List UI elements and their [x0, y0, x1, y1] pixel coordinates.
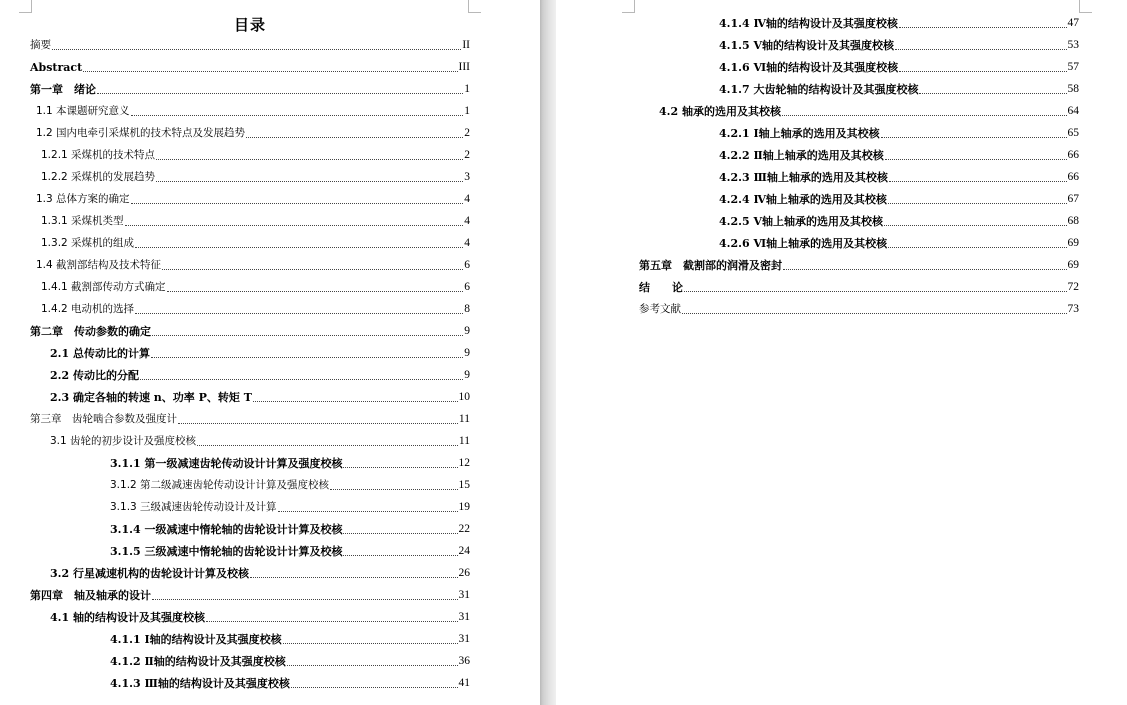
toc-entry-label: 3.1.5 三级减速中惰轮轴的齿轮设计计算及校核	[110, 545, 343, 558]
page-corner-mark	[622, 0, 635, 13]
toc-entry-label: 4.2.3 Ⅲ轴上轴承的选用及其校核	[719, 171, 888, 184]
toc-entry-label: 2.2 传动比的分配	[50, 369, 139, 382]
toc-entry-page-number: 68	[1067, 215, 1079, 227]
toc-entry[interactable]	[30, 364, 470, 386]
toc-dot-leader	[919, 93, 1066, 94]
toc-entry-label: 1.2.2 采煤机的发展趋势	[41, 171, 156, 183]
toc-dot-leader	[343, 555, 457, 556]
toc-entry[interactable]	[639, 78, 1079, 100]
toc-entry-page-number: 69	[1067, 259, 1079, 271]
toc-dot-leader	[135, 247, 463, 248]
toc-dot-leader	[330, 489, 457, 490]
toc-entry[interactable]	[639, 34, 1079, 56]
toc-entry-label: 摘要	[30, 39, 51, 51]
toc-entry-page-number: 41	[458, 677, 470, 689]
page-corner-mark	[1079, 0, 1092, 13]
toc-entry[interactable]	[30, 122, 470, 144]
toc-entry-page-number: 12	[458, 457, 470, 469]
toc-dot-leader	[250, 577, 458, 578]
toc-entry-page-number: 65	[1067, 127, 1079, 139]
toc-entry-page-number: 6	[464, 259, 470, 271]
toc-entry-label: 1.2.1 采煤机的技术特点	[41, 149, 156, 161]
toc-entry-label: 第三章 齿轮啮合参数及强度计	[30, 413, 177, 425]
toc-dot-leader	[885, 159, 1067, 160]
toc-dot-leader	[131, 115, 464, 116]
toc-entry[interactable]	[30, 144, 470, 166]
toc-entry[interactable]	[639, 56, 1079, 78]
toc-entry[interactable]	[30, 56, 470, 78]
toc-entry[interactable]	[639, 232, 1079, 254]
toc-list-right	[639, 12, 1079, 320]
toc-entry-page-number: 69	[1067, 237, 1079, 249]
toc-dot-leader	[343, 533, 457, 534]
toc-dot-leader	[178, 423, 458, 424]
toc-entry-page-number: 11	[458, 413, 470, 425]
toc-entry-page-number: 47	[1067, 17, 1079, 29]
toc-entry-label: 3.1 齿轮的初步设计及强度校核	[50, 435, 197, 447]
toc-entry[interactable]	[639, 122, 1079, 144]
toc-entry[interactable]	[30, 188, 470, 210]
toc-entry-page-number: 2	[464, 149, 470, 161]
toc-entry-page-number: 31	[458, 633, 470, 645]
page-corner-mark	[19, 0, 32, 13]
toc-entry[interactable]	[30, 210, 470, 232]
toc-entry-page-number: 9	[464, 347, 470, 359]
toc-dot-leader	[888, 203, 1067, 204]
toc-entry[interactable]	[639, 12, 1079, 34]
toc-entry-label: 1.4.1 截割部传动方式确定	[41, 281, 166, 293]
toc-list-left	[30, 34, 470, 694]
toc-entry-page-number: 66	[1067, 171, 1079, 183]
toc-entry-page-number: 6	[464, 281, 470, 293]
toc-entry-page-number: 36	[458, 655, 470, 667]
toc-entry-label: 4.1.7 大齿轮轴的结构设计及其强度校核	[719, 83, 919, 96]
toc-dot-leader	[140, 379, 463, 380]
toc-entry-page-number: 4	[464, 215, 470, 227]
toc-entry[interactable]	[639, 166, 1079, 188]
toc-entry-label: 4.1.5 Ⅴ轴的结构设计及其强度校核	[719, 39, 894, 52]
toc-entry-page-number: 66	[1067, 149, 1079, 161]
toc-entry[interactable]	[30, 474, 470, 496]
toc-entry[interactable]	[30, 430, 470, 452]
toc-entry-label: 4.2.1 Ⅰ轴上轴承的选用及其校核	[719, 127, 880, 140]
toc-entry-page-number: 31	[458, 589, 470, 601]
toc-dot-leader	[899, 71, 1066, 72]
toc-entry-label: 4.2.2 Ⅱ轴上轴承的选用及其校核	[719, 149, 884, 162]
toc-entry-label: 4.2.5 Ⅴ轴上轴承的选用及其校核	[719, 215, 883, 228]
toc-entry-page-number: 11	[458, 435, 470, 447]
page-corner-mark	[468, 0, 481, 13]
toc-entry-label: Abstract	[30, 61, 83, 74]
toc-dot-leader	[253, 401, 458, 402]
toc-entry[interactable]	[639, 210, 1079, 232]
toc-entry-page-number: 1	[464, 105, 470, 117]
toc-dot-leader	[291, 687, 458, 688]
toc-entry-label: 4.2 轴承的选用及其校核	[659, 105, 781, 118]
toc-entry-label: 1.3.2 采煤机的组成	[41, 237, 135, 249]
toc-entry-page-number: 4	[464, 237, 470, 249]
toc-entry[interactable]	[30, 650, 470, 672]
toc-entry[interactable]	[30, 254, 470, 276]
toc-dot-leader	[783, 269, 1067, 270]
toc-dot-leader	[156, 159, 463, 160]
toc-entry[interactable]	[30, 496, 470, 518]
toc-dot-leader	[889, 181, 1067, 182]
toc-dot-leader	[156, 181, 463, 182]
toc-entry-page-number: 73	[1067, 303, 1079, 315]
toc-entry[interactable]	[30, 34, 470, 56]
toc-dot-leader	[131, 203, 464, 204]
toc-entry-page-number: 24	[458, 545, 470, 557]
toc-entry-label: 3.1.3 三级减速齿轮传动设计及计算	[110, 501, 277, 513]
toc-dot-leader	[125, 225, 464, 226]
toc-dot-leader	[278, 511, 458, 512]
toc-dot-leader	[343, 467, 457, 468]
toc-dot-leader	[881, 137, 1067, 138]
toc-entry[interactable]	[639, 276, 1079, 298]
toc-dot-leader	[895, 49, 1067, 50]
toc-entry-page-number: 57	[1067, 61, 1079, 73]
toc-entry[interactable]	[30, 518, 470, 540]
toc-entry[interactable]	[639, 100, 1079, 122]
toc-dot-leader	[135, 313, 463, 314]
toc-entry-label: 4.1.3 Ⅲ轴的结构设计及其强度校核	[110, 677, 290, 690]
toc-entry-page-number: 64	[1067, 105, 1079, 117]
toc-entry[interactable]	[30, 78, 470, 100]
toc-entry[interactable]	[30, 100, 470, 122]
toc-entry-label: 结 论	[639, 281, 683, 294]
toc-entry-page-number: 67	[1067, 193, 1079, 205]
toc-entry-page-number: 2	[464, 127, 470, 139]
toc-entry[interactable]	[30, 672, 470, 694]
toc-entry-label: 参考文献	[639, 303, 681, 315]
toc-entry[interactable]	[30, 452, 470, 474]
toc-entry-page-number: 15	[458, 479, 470, 491]
toc-entry[interactable]	[639, 144, 1079, 166]
toc-entry[interactable]	[30, 606, 470, 628]
toc-entry-label: 4.1.1 Ⅰ轴的结构设计及其强度校核	[110, 633, 282, 646]
toc-entry-label: 4.2.6 Ⅵ轴上轴承的选用及其校核	[719, 237, 888, 250]
toc-dot-leader	[162, 269, 463, 270]
page-gutter	[540, 0, 556, 705]
toc-entry-page-number: 26	[458, 567, 470, 579]
toc-dot-leader	[684, 291, 1067, 292]
toc-dot-leader	[97, 93, 463, 94]
toc-entry-label: 1.4 截割部结构及技术特征	[36, 259, 162, 271]
toc-entry[interactable]	[639, 254, 1079, 276]
toc-entry-label: 1.3 总体方案的确定	[36, 193, 130, 205]
toc-entry-page-number: 72	[1067, 281, 1079, 293]
toc-dot-leader	[152, 335, 463, 336]
toc-entry-page-number: 22	[458, 523, 470, 535]
toc-entry[interactable]	[30, 232, 470, 254]
toc-entry-label: 3.1.1 第一级减速齿轮传动设计计算及强度校核	[110, 457, 343, 470]
toc-entry-label: 第四章 轴及轴承的设计	[30, 589, 151, 602]
toc-entry[interactable]	[30, 386, 470, 408]
document-page-left	[0, 0, 540, 705]
toc-entry-label: 1.2 国内电牵引采煤机的技术特点及发展趋势	[36, 127, 246, 139]
toc-dot-leader	[167, 291, 464, 292]
toc-dot-leader	[197, 445, 458, 446]
toc-entry-page-number: 1	[464, 83, 470, 95]
toc-entry[interactable]	[30, 276, 470, 298]
toc-dot-leader	[888, 247, 1066, 248]
toc-entry-label: 4.1.6 Ⅵ轴的结构设计及其强度校核	[719, 61, 899, 74]
toc-entry-page-number: 19	[458, 501, 470, 513]
toc-entry-page-number: 10	[458, 391, 470, 403]
toc-entry-page-number: 9	[464, 369, 470, 381]
toc-entry-page-number: 31	[458, 611, 470, 623]
toc-entry-label: 4.1 轴的结构设计及其强度校核	[50, 611, 205, 624]
toc-entry-label: 1.3.1 采煤机类型	[41, 215, 124, 227]
toc-dot-leader	[782, 115, 1067, 116]
toc-dot-leader	[52, 49, 461, 50]
toc-entry[interactable]	[30, 628, 470, 650]
toc-dot-leader	[287, 665, 458, 666]
toc-dot-leader	[152, 599, 458, 600]
toc-entry-label: 4.1.2 Ⅱ轴的结构设计及其强度校核	[110, 655, 286, 668]
toc-entry-page-number: 8	[464, 303, 470, 315]
toc-entry-label: 3.2 行星减速机构的齿轮设计计算及校核	[50, 567, 249, 580]
toc-entry[interactable]	[639, 298, 1079, 320]
toc-entry[interactable]	[30, 540, 470, 562]
toc-entry[interactable]	[30, 584, 470, 606]
toc-dot-leader	[83, 71, 457, 72]
toc-dot-leader	[246, 137, 463, 138]
toc-dot-leader	[884, 225, 1067, 226]
toc-dot-leader	[283, 643, 458, 644]
toc-entry[interactable]	[30, 298, 470, 320]
toc-entry-page-number: 9	[464, 325, 470, 337]
toc-entry-label: 3.1.4 一级减速中惰轮轴的齿轮设计计算及校核	[110, 523, 343, 536]
toc-entry-label: 第二章 传动参数的确定	[30, 325, 151, 338]
toc-title: 目录	[233, 16, 266, 34]
toc-entry[interactable]	[30, 562, 470, 584]
document-page-right	[556, 0, 1127, 705]
toc-dot-leader	[206, 621, 458, 622]
toc-dot-leader	[899, 27, 1067, 28]
toc-dot-leader	[682, 313, 1067, 314]
toc-entry-page-number: 53	[1067, 39, 1079, 51]
toc-entry-label: 第五章 截割部的润滑及密封	[639, 259, 782, 272]
toc-entry-page-number: 4	[464, 193, 470, 205]
toc-entry[interactable]	[639, 188, 1079, 210]
toc-entry-page-number: II	[462, 39, 470, 51]
toc-entry-label: 1.1 本课题研究意义	[36, 105, 130, 117]
toc-entry-label: 3.1.2 第二级减速齿轮传动设计计算及强度校核	[110, 479, 330, 491]
toc-entry-label: 2.1 总传动比的计算	[50, 347, 150, 360]
toc-entry-label: 4.2.4 Ⅳ轴上轴承的选用及其校核	[719, 193, 887, 206]
toc-entry-label: 4.1.4 Ⅳ轴的结构设计及其强度校核	[719, 17, 898, 30]
toc-entry-page-number: 3	[464, 171, 470, 183]
toc-entry[interactable]	[30, 408, 470, 430]
toc-dot-leader	[151, 357, 463, 358]
toc-entry-label: 2.3 确定各轴的转速 n、功率 P、转矩 T	[50, 391, 252, 404]
toc-entry-label: 1.4.2 电动机的选择	[41, 303, 135, 315]
toc-entry-page-number: 58	[1067, 83, 1079, 95]
toc-entry[interactable]	[30, 320, 470, 342]
toc-entry[interactable]	[30, 342, 470, 364]
toc-entry-label: 第一章 绪论	[30, 83, 96, 96]
toc-entry[interactable]	[30, 166, 470, 188]
toc-entry-page-number: III	[458, 61, 470, 73]
